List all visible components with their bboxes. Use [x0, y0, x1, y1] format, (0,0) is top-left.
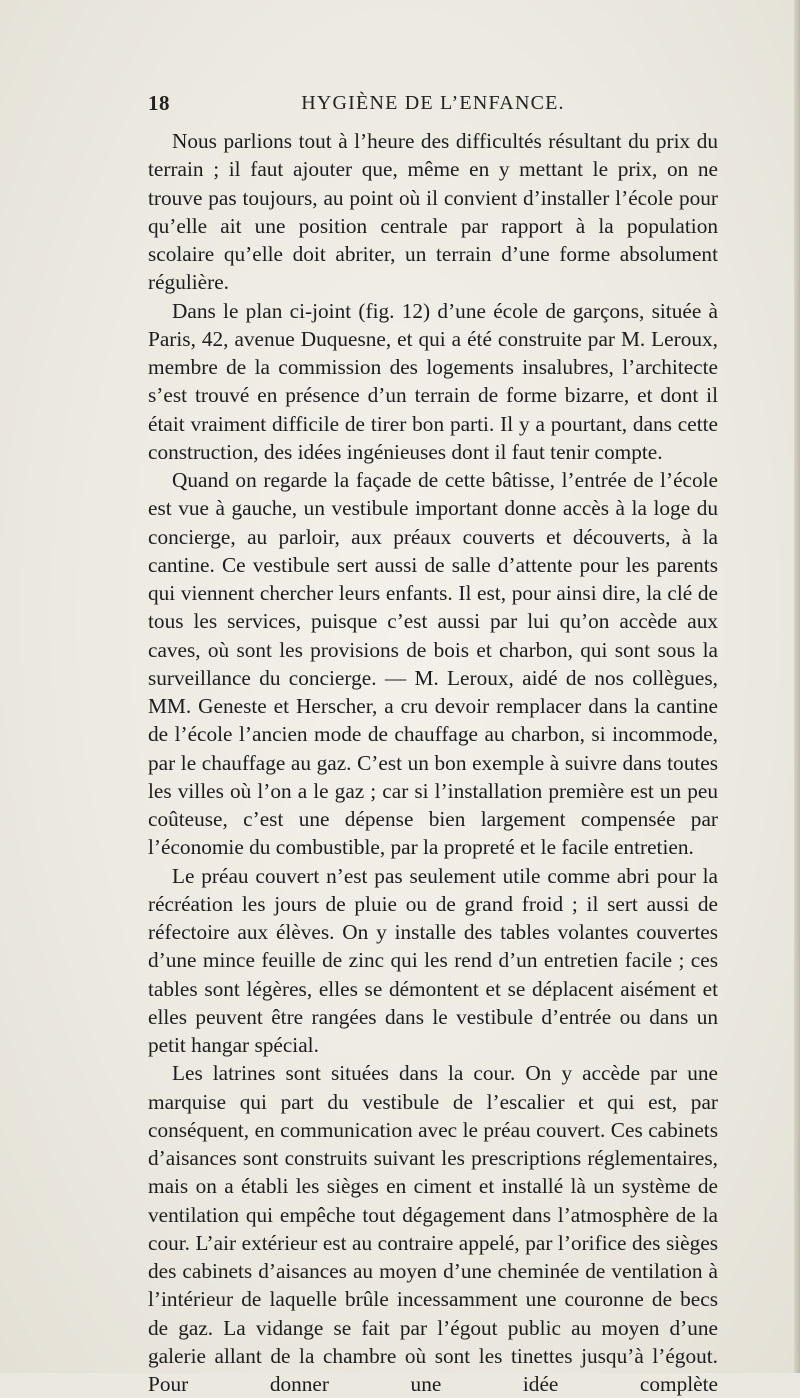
page-number: 18 [148, 91, 170, 115]
paragraph-3: Quand on regarde la façade de cette bâtisse, l’entrée de l’école est vue à gauche, un vestibule important donne accès à la loge du concierge, au parloir, aux préaux couverts et découverts, à la cantine. Ce vestibule sert aussi de salle d’attente pour les parents qui viennent chercher leurs enfants. Il est, pour ainsi dire, la clé de tous les services, puisque c’est aussi par lui qu’on accède aux caves, où sont les provisions de bois et charbon, qui sont sous la surveillance du concierge. — M. Leroux, aidé de nos collègues, MM. Geneste et Herscher, a cru devoir remplacer dans la cantine de l’école l’ancien mode de chauffage au charbon, si incommode, par le chauffage au gaz. C’est un bon exemple à suivre dans toutes les villes où l’on a le gaz ; car si l’installation première est un peu coûteuse, c’est une dépense bien largement compensée par l’économie du combustible, par la propreté et le facile entretien. [148, 468, 718, 860]
paragraph-4: Le préau couvert n’est pas seulement utile comme abri pour la récréation les jours de pluie ou de grand froid ; il sert aussi de réfectoire aux élèves. On y installe des tables volantes couvertes d’une mince feuille de zinc qui les rend d’un entretien facile ; ces tables sont légères, elles se démontent et se déplacent aisément et elles peuvent être rangées dans le vestibule d’entrée ou dans un petit hangar spécial. [148, 863, 718, 1057]
paragraph-2: Dans le plan ci-joint (fig. 12) d’une école de garçons, située à Paris, 42, avenue Duquesne, et qui a été construite par M. Leroux, membre de la commission des logements insalubres, l’architecte s’est trouvé en présence d’un terrain de forme bizarre, et dont il était vraiment difficile de tirer bon parti. Il y a pourtant, dans cette construction, des idées ingénieuses dont il faut tenir compte. [148, 298, 718, 464]
page-edge-shadow [794, 0, 800, 1373]
paragraph-1: Nous parlions tout à l’heure des difficultés résultant du prix du terrain ; il faut ajouter que, même en y mettant le prix, on ne trouve pas toujours, au point où il convient d’installer l’école pour qu’elle ait une position centrale par rapport à la population scolaire qu’elle doit abriter, un terrain d’une forme absolument régulière. [148, 129, 718, 295]
paragraph-5: Les latrines sont situées dans la cour. On y accède par une marquise qui part du vestibule de l’escalier et qui est, par conséquent, en communication avec le préau couvert. Ces cabinets d’aisances sont construits suivant les prescriptions réglementaires, mais on a établi les sièges en ciment et installé là un système de ventilation qui empêche tout dégagement dans l’atmosphère de la cour. L’air extérieur est au contraire appelé, par l’orifice des sièges des cabinets d’aisances au moyen d’une cheminée de ventilation à l’intérieur de laquelle brûle incessamment une couronne de becs de gaz. La vidange se fait par l’égout public au moyen d’une galerie allant de la chambre où sont les tinettes jusqu’à l’égout. Pour donner une idée complète [148, 1061, 718, 1396]
body-text [148, 127, 718, 1398]
running-title: HYGIÈNE DE L’ENFANCE. [301, 92, 565, 114]
page-header [148, 91, 718, 117]
